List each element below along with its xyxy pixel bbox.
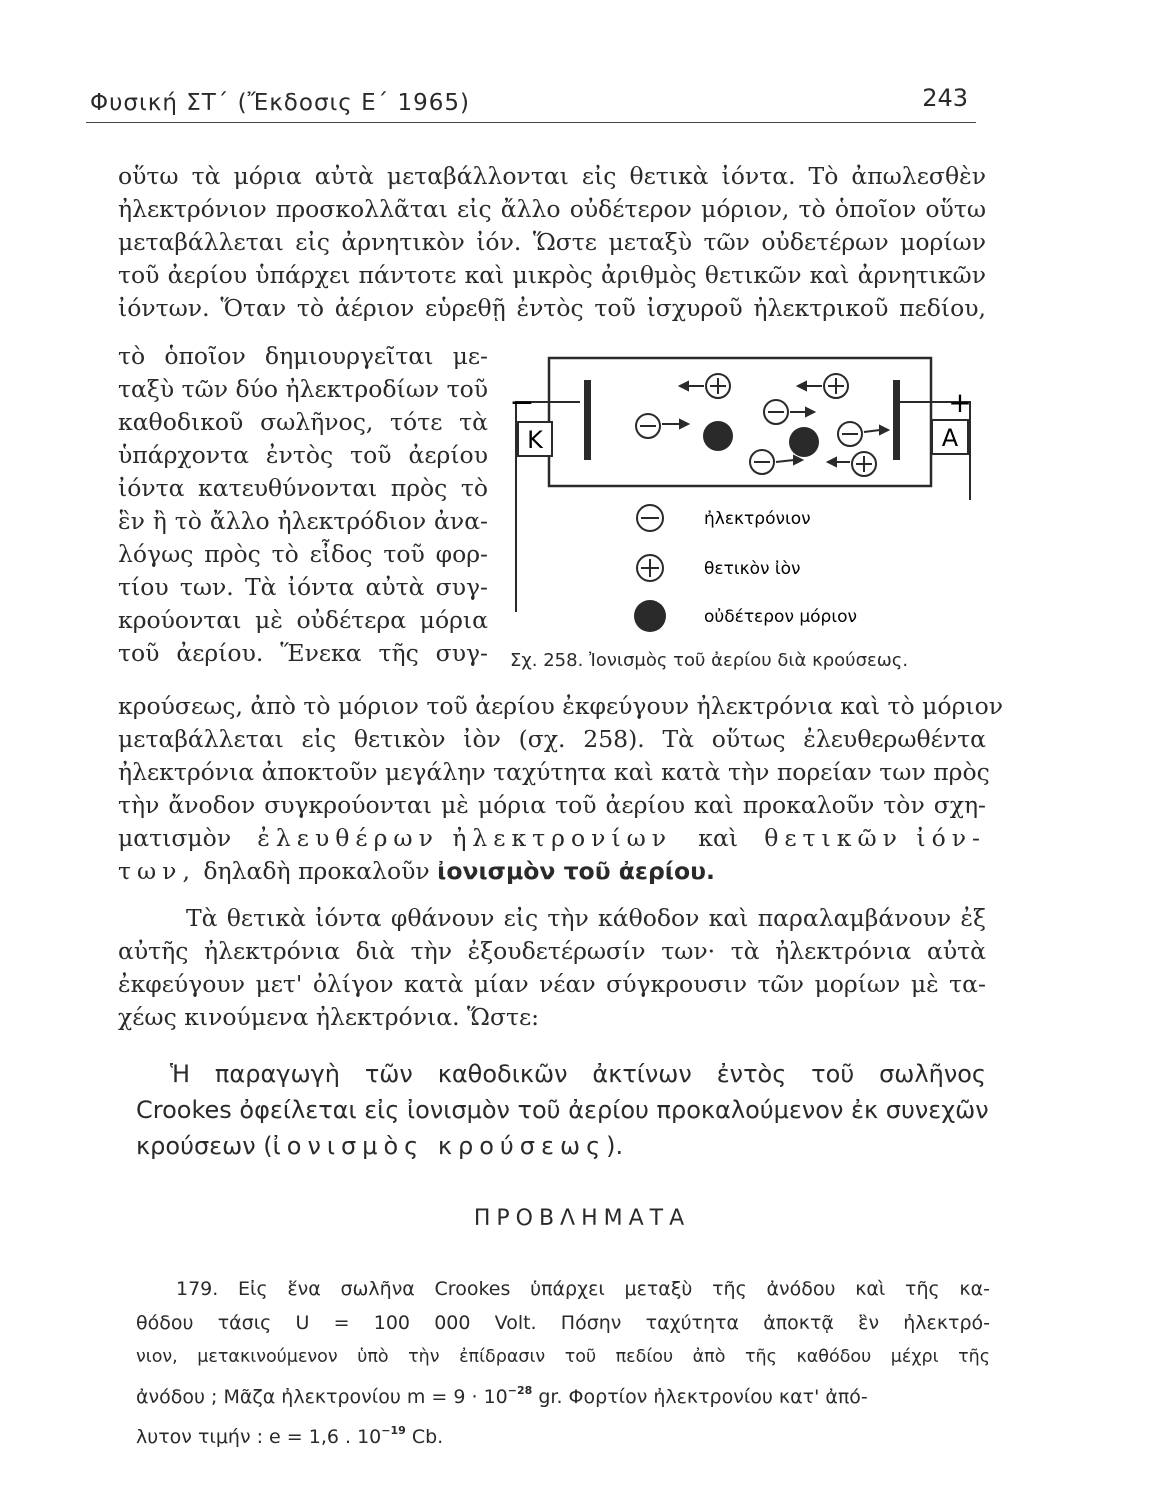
exponent: −19 (381, 1424, 406, 1437)
paragraph-1-narrow (118, 340, 488, 670)
text-line-spaced (118, 822, 986, 855)
text-span: κρούσεων ( (136, 1132, 273, 1160)
text-line: ἐκφεύγουν μετ' ὀλίγον κατὰ μίαν νέαν σύγκρουσιν τῶν μορίων μὲ τα- (118, 970, 986, 998)
text-line: Τὰ θετικὰ ἰόντα φθάνουν εἰς τὴν κάθοδον καὶ παραλαμβάνουν ἐξ (186, 904, 986, 932)
text-span: λυτον τιμήν : e = 1,6 . 10 (136, 1426, 382, 1448)
cathode-plate (584, 380, 591, 460)
law-line: Crookes ὀφείλεται εἰς ἰονισμὸν τοῦ ἀερίου προκαλούμενον ἐκ συνεχῶν (136, 1096, 989, 1124)
text-span: Cb. (405, 1426, 444, 1448)
legend-molecule-label: οὐδέτερον μόριον (704, 607, 857, 627)
neutral-molecule (703, 421, 733, 451)
problem-line-mass (136, 1374, 990, 1414)
law-line-last (136, 1128, 986, 1164)
law-line: Ἡ παραγωγὴ τῶν καθοδικῶν ἀκτίνων ἐντὸς τοῦ σωλῆνος (170, 1060, 986, 1088)
text-line: τὴν ἄνοδον συγκρούονται μὲ μόρια τοῦ ἀερίου καὶ προκαλοῦν τὸν σχη- (118, 791, 986, 819)
text-line: αὐτῆς ἠλεκτρόνια διὰ τὴν ἐξουδετέρωσίν των· τὰ ἠλεκτρόνια αὐτὰ (118, 937, 986, 965)
running-title: Φυσική ΣΤ΄ (Ἔκδοσις Ε΄ 1965) (90, 90, 470, 116)
legend-electron-symbol (637, 505, 663, 531)
law-statement (136, 1056, 989, 1164)
text-line: καθοδικοῦ σωλῆνος, τότε τὰ (118, 408, 488, 436)
text-line: τίου των. Τὰ ἰόντα αὐτὰ συγ- (118, 573, 488, 601)
positive-ion (798, 374, 848, 398)
tube-outline (549, 358, 931, 486)
text-line: τὸ ὁποῖον δημιουργεῖται με- (118, 342, 488, 370)
positive-ion (680, 374, 730, 398)
cathode-label: K (527, 426, 543, 454)
text-span: δηλαδὴ προκαλοῦν (203, 857, 430, 885)
spaced-term: ἰονισμὸς κρούσεως (272, 1132, 607, 1160)
paragraph-2 (118, 902, 986, 1034)
anode-label: A (941, 424, 959, 452)
bold-term: ἰονισμὸν τοῦ ἀερίου. (437, 857, 715, 885)
text-line: ταξὺ τῶν δύο ἠλεκτροδίων τοῦ (118, 375, 489, 403)
text-line: ὑπάρχοντα ἐντὸς τοῦ ἀερίου (118, 441, 488, 469)
page-number: 243 (922, 84, 968, 112)
spaced-term: θετικῶν ἰόν- (764, 824, 986, 852)
text-line: τοῦ ἀερίου ὑπάρχει πάντοτε καὶ μικρὸς ἀριθμὸς θετικῶν καὶ ἀρνητικῶν (118, 261, 986, 289)
spaced-term: ἐλευθέρων ἠλεκτρονίων (257, 824, 673, 852)
minus-sign: − (509, 385, 535, 420)
text-span: ἀνόδου ; Μᾶζα ἠλεκτρονίου m = 9 · 10 (136, 1386, 508, 1408)
electron (750, 450, 802, 474)
neutral-molecule (789, 427, 819, 457)
problem-line-charge (136, 1414, 990, 1454)
text-line: οὕτω τὰ μόρια αὐτὰ μεταβάλλονται εἰς θετικὰ ἰόντα. Τὸ ἀπωλεσθὲν (118, 162, 986, 190)
text-span: καὶ (698, 824, 739, 852)
problem-line: θόδου τάσις U = 100 000 Volt. Πόσην ταχύτητα ἀποκτᾷ ἓν ἠλεκτρό- (136, 1312, 990, 1334)
positive-ion (828, 452, 876, 476)
text-line: κρούονται μὲ οὐδέτερα μόρια (118, 606, 488, 634)
anode-plate (893, 380, 900, 460)
ionization-diagram (500, 350, 990, 670)
spaced-term: των, (118, 857, 196, 885)
text-line: τοῦ ἀερίου. Ἕνεκα τῆς συγ- (118, 639, 488, 667)
running-header (86, 86, 976, 123)
text-line: μεταβάλλεται εἰς ἀρνητικὸν ἰόν. Ὥστε μεταξὺ τῶν οὐδετέρων μορίων (118, 228, 986, 256)
electron (838, 422, 888, 446)
text-line: ἰόντων. Ὅταν τὸ ἀέριον εὑρεθῇ ἐντὸς τοῦ ἰσχυροῦ ἠλεκτρικοῦ πεδίου, (118, 294, 986, 322)
text-span: ματισμὸν (118, 824, 232, 852)
text-line: κρούσεως, ἀπὸ τὸ μόριον τοῦ ἀερίου ἐκφεύγουν ἠλεκτρόνια καὶ τὸ μόριον (118, 692, 1004, 720)
problem-line: νιον, μετακινούμενον ὑπὸ τὴν ἐπίδρασιν τοῦ πεδίου ἀπὸ τῆς καθόδου μέχρι τῆς (136, 1347, 990, 1367)
problem-line: 179. Εἰς ἕνα σωλῆνα Crookes ὑπάρχει μεταξὺ τῆς ἀνόδου καὶ τῆς κα- (176, 1278, 990, 1300)
legend-molecule-symbol (634, 600, 666, 632)
exponent: −28 (507, 1384, 533, 1397)
figure-258 (500, 350, 990, 690)
legend-electron-label: ἠλεκτρόνιον (704, 509, 811, 529)
legend-ion-label: θετικὸν ἰὸν (704, 559, 801, 579)
problem-179 (136, 1272, 990, 1454)
text-span: gr. Φορτίον ἠλεκτρονίου κατ' ἀπό- (532, 1386, 868, 1408)
text-line: ἠλεκτρόνια ἀποκτοῦν μεγάλην ταχύτητα καὶ κατὰ τὴν πορείαν των πρὸς (118, 758, 990, 786)
text-line: χέως κινούμενα ἠλεκτρόνια. Ὥστε: (118, 1003, 540, 1031)
plus-sign: + (948, 386, 972, 419)
text-line: ἰόντα κατευθύνονται πρὸς τὸ (118, 474, 488, 502)
electron (636, 414, 688, 438)
figure-caption: Σχ. 258. Ἰονισμὸς τοῦ ἀερίου διὰ κρούσεως. (510, 650, 909, 671)
paragraph-1-top (118, 160, 986, 325)
text-line: ἠλεκτρόνιον προσκολλᾶται εἰς ἄλλο οὐδέτερον μόριον, τὸ ὁποῖον οὕτω (118, 195, 986, 223)
electron (764, 400, 814, 424)
paragraph-1-bottom (118, 690, 1004, 888)
text-line: ἓν ἢ τὸ ἄλλο ἠλεκτρόδιον ἀνα- (118, 507, 488, 535)
text-line: λόγως πρὸς τὸ εἶδος τοῦ φορ- (118, 540, 488, 568)
text-line: μεταβάλλεται εἰς θετικὸν ἰὸν (σχ. 258). Τὰ οὕτως ἐλευθερωθέντα (118, 725, 986, 753)
text-line-last (118, 855, 986, 888)
section-title: ΠΡΟΒΛΗΜΑΤΑ (473, 1206, 691, 1231)
legend-ion-symbol (637, 555, 663, 581)
text-span: ). (606, 1132, 624, 1160)
